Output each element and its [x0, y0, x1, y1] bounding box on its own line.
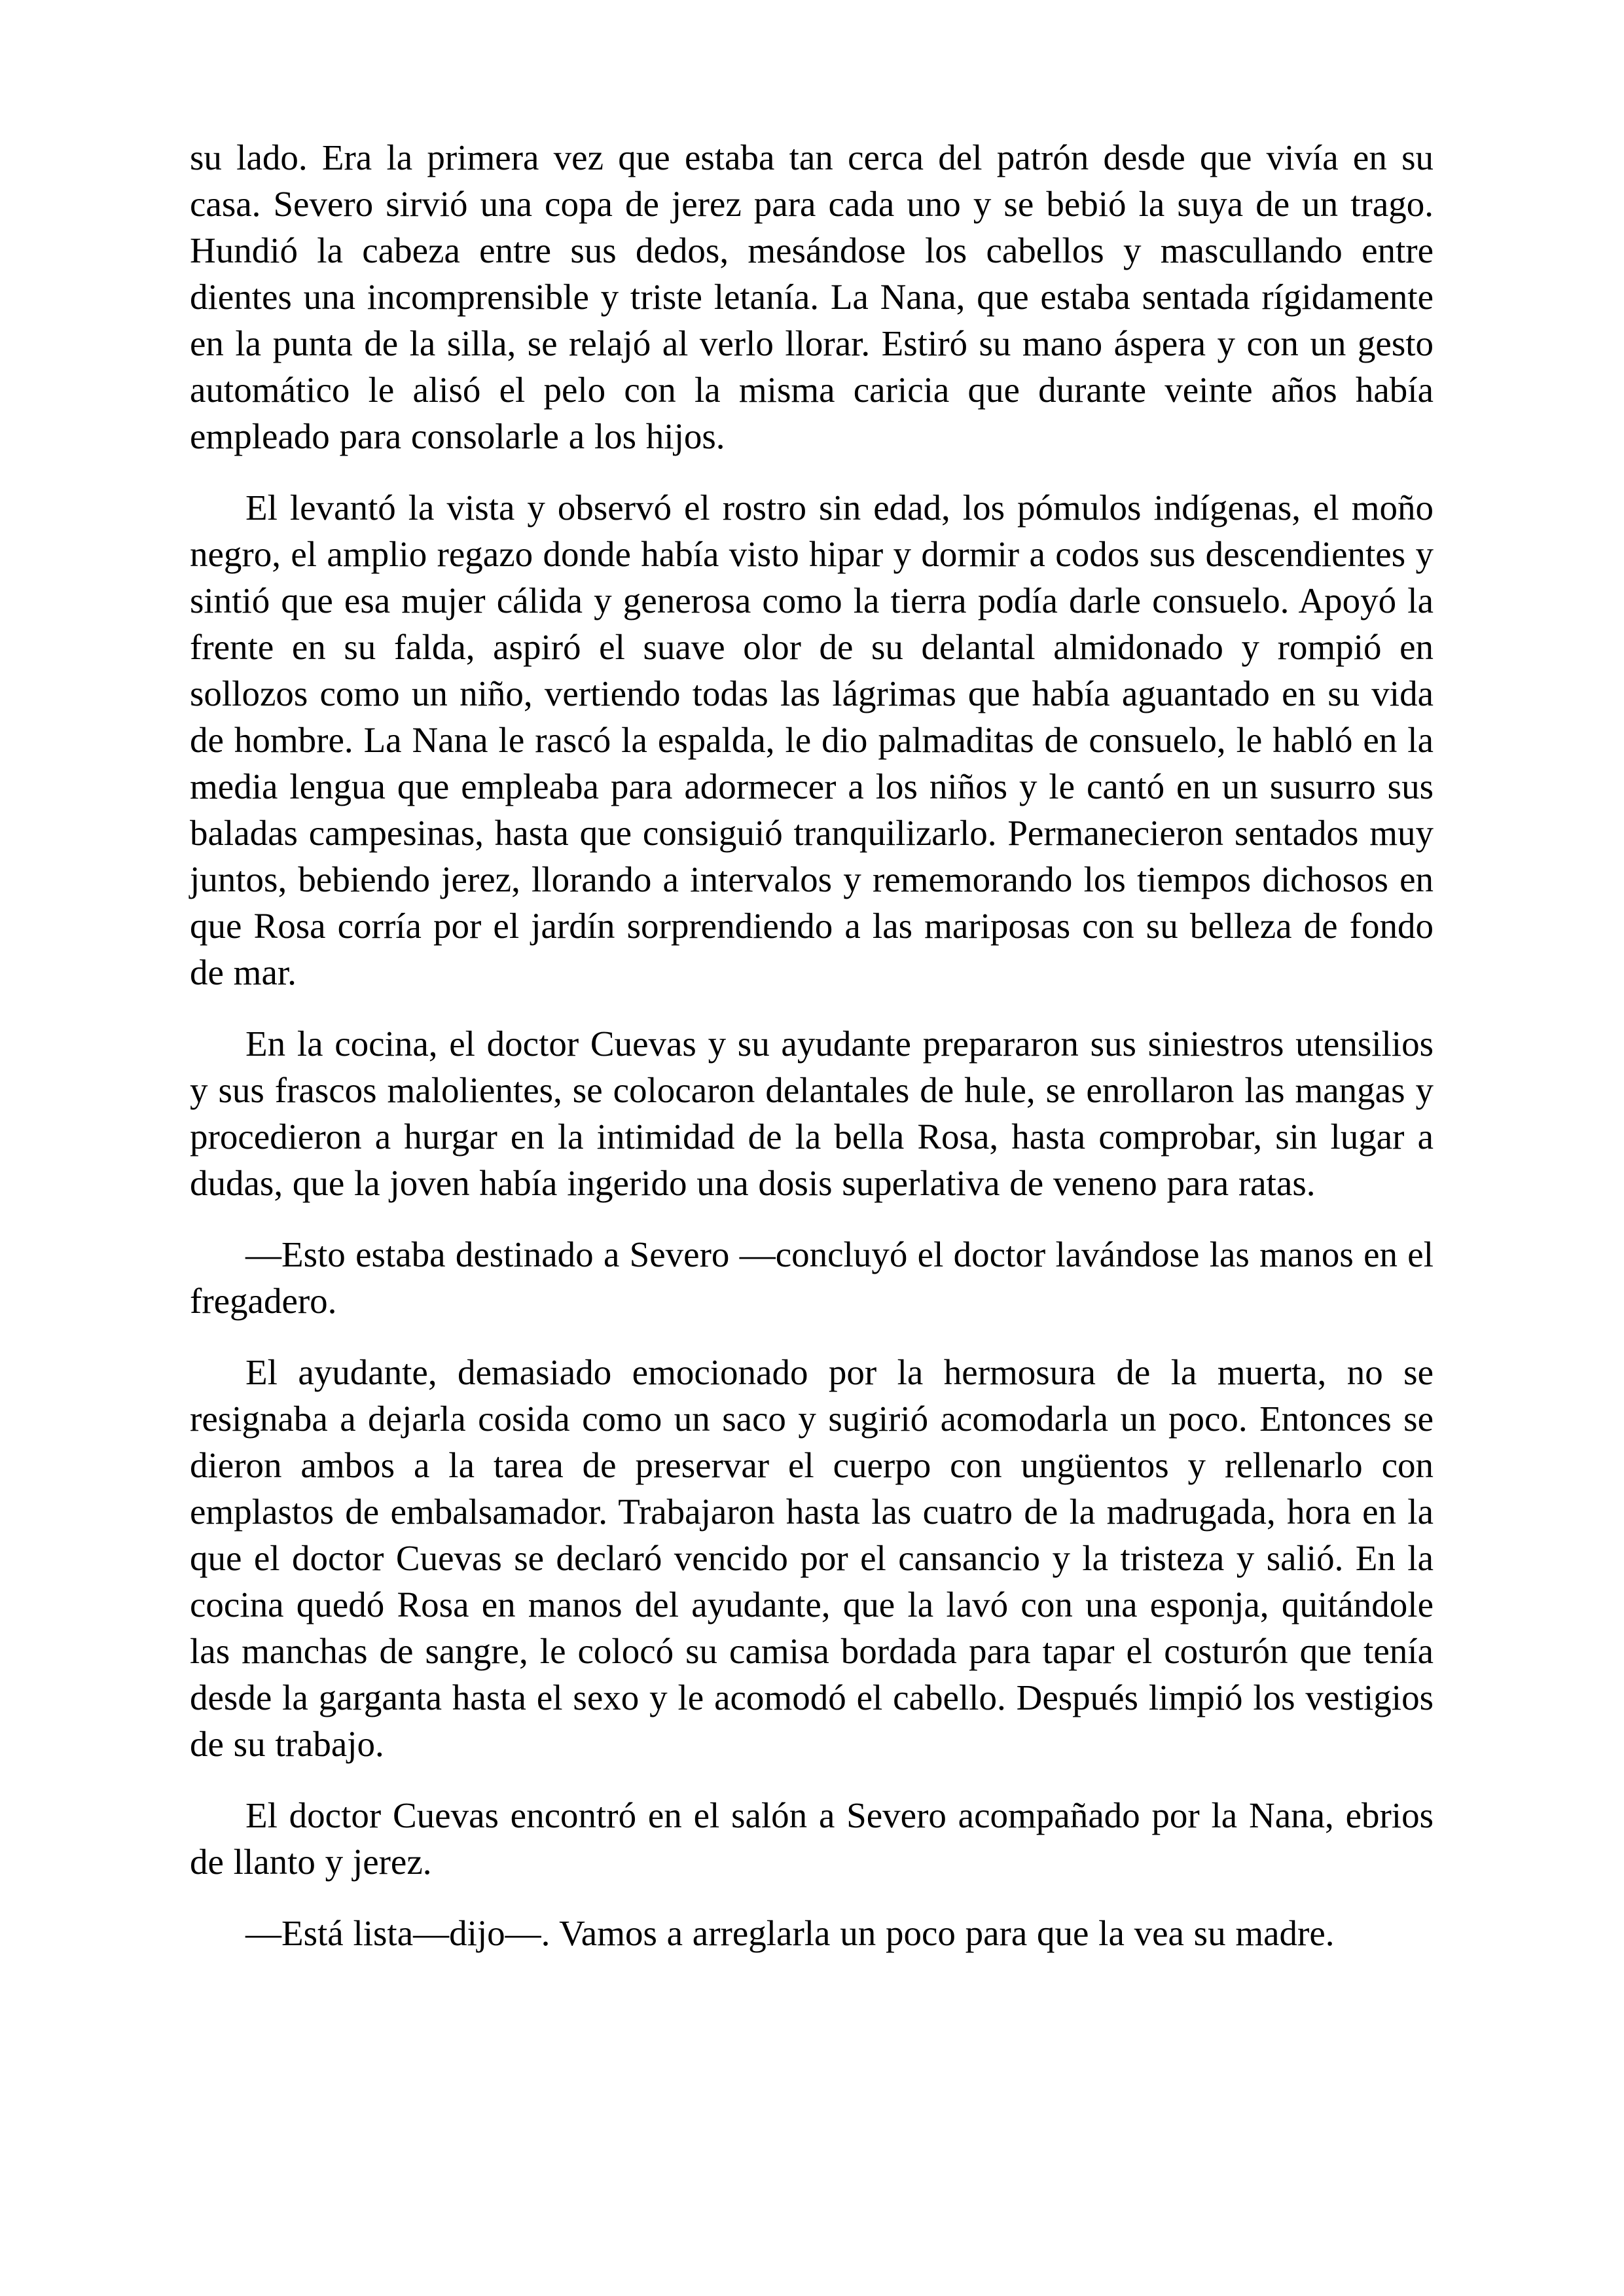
paragraph: —Esto estaba destinado a Severo —concluyó el doctor lavándose las manos en el fregadero. — [190, 1234, 1434, 1321]
paragraph: El levantó la vista y observó el rostro sin edad, los pómulos indígenas, el moño negro, el amplio regazo donde había visto hipar y dormir a codos sus descendientes y sintió que esa mujer cálida y generosa como la tierra podía darle consuelo. Apoyó la frente en su falda, aspiró el suave olor de su delantal almidonado y rompió en sollozos como un niño, vertiendo todas las lágrimas que había aguantado en su vida de hombre. La Nana le rascó la espalda, le dio palmaditas de consuelo, le habló en la media lengua que empleaba para adormecer a los niños y le cantó en un susurro sus baladas campesinas, hasta que consiguió tranquilizarlo. Permanecieron sentados muy juntos, bebiendo jerez, llorando a intervalos y rememorando los tiempos dichosos en que Rosa corría por el jardín sorprendiendo a las mariposas con su belleza de fondo de mar. — [190, 488, 1434, 992]
paragraph: En la cocina, el doctor Cuevas y su ayudante prepararon sus siniestros utensilios y sus frascos malolientes, se colocaron delantales de hule, se enrollaron las mangas y procedieron a hurgar en la intimidad de la bella Rosa, hasta comprobar, sin lugar a dudas, que la joven había ingerido una dosis superlativa de veneno para ratas. — [190, 1024, 1434, 1203]
paragraph: su lado. Era la primera vez que estaba tan cerca del patrón desde que vivía en su casa. Severo sirvió una copa de jerez para cada uno y se bebió la suya de un trago. Hundió la cabeza entre sus dedos, mesándose los cabellos y mascullando entre dientes una incomprensible y triste letanía. La Nana, que estaba sentada rígidamente en la punta de la silla, se relajó al verlo llorar. Estiró su mano áspera y con un gesto automático le alisó el pelo con la misma caricia que durante veinte años había empleado para consolarle a los hijos. — [190, 137, 1434, 456]
paragraph: El ayudante, demasiado emocionado por la hermosura de la muerta, no se resignaba a dejarla cosida como un saco y sugirió acomodarla un poco. Entonces se dieron ambos a la tarea de preservar el cuerpo con ungüentos y rellenarlo con emplastos de embalsamador. Trabajaron hasta las cuatro de la madrugada, hora en la que el doctor Cuevas se declaró vencido por el cansancio y la tristeza y salió. En la cocina quedó Rosa en manos del ayudante, que la lavó con una esponja, quitándole las manchas de sangre, le colocó su camisa bordada para tapar el costurón que tenía desde la garganta hasta el sexo y le acomodó el cabello. Después limpió los vestigios de su trabajo. — [190, 1352, 1434, 1764]
paragraph: —Está lista—dijo—. Vamos a arreglarla un poco para que la vea su madre. — [245, 1913, 1335, 1953]
paragraph: El doctor Cuevas encontró en el salón a Severo acompañado por la Nana, ebrios de llanto y jerez. — [190, 1795, 1434, 1882]
page-text-block — [190, 134, 1434, 1956]
